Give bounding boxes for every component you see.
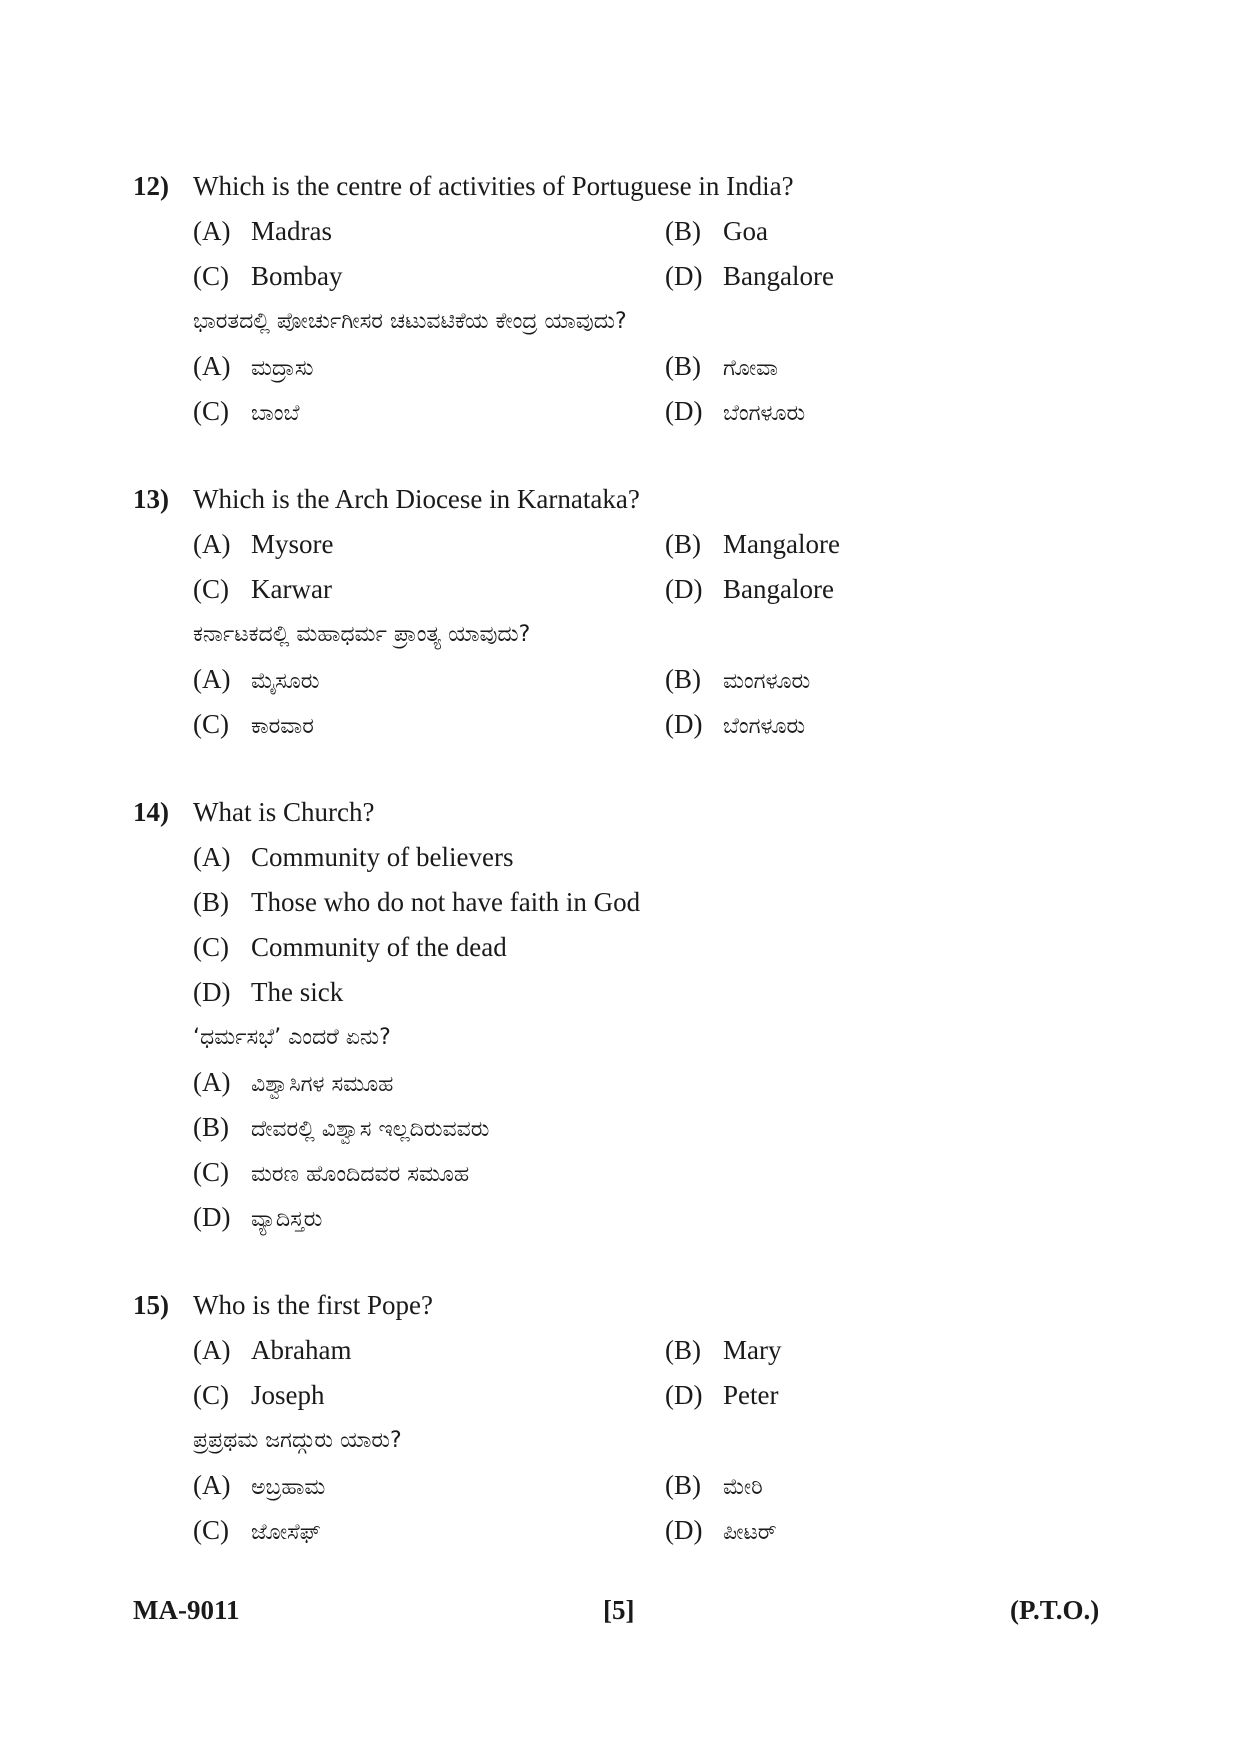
option-d-kannada: (D) ಪೀಟರ್ — [665, 1515, 777, 1545]
question-13 — [133, 477, 1133, 747]
question-number: 14) — [133, 797, 169, 827]
option-a-kannada: (A) ವಿಶ್ವಾಸಿಗಳ ಸಮೂಹ — [193, 1067, 394, 1097]
question-text-kannada: ಪ್ರಪ್ರಥಮ ಜಗದ್ಗುರು ಯಾರು? — [193, 1428, 402, 1453]
option-c: (C) Karwar — [193, 574, 332, 604]
question-number: 12) — [133, 171, 169, 201]
option-d: (D) The sick — [193, 977, 344, 1007]
option-a-kannada: (A) ಮದ್ರಾಸು — [193, 351, 314, 381]
option-a: (A) Community of believers — [193, 842, 514, 872]
option-d: (D) Bangalore — [665, 261, 834, 291]
option-b: (B) Those who do not have faith in God — [193, 887, 641, 917]
question-text: Which is the centre of activities of Portuguese in India? — [193, 171, 794, 201]
option-b: (B) Mangalore — [665, 529, 840, 559]
page-footer — [0, 1590, 1241, 1630]
question-text: Which is the Arch Diocese in Karnataka? — [193, 484, 640, 514]
option-c-kannada: (C) ಮರಣ ಹೊಂದಿದವರ ಸಮೂಹ — [193, 1157, 470, 1187]
question-text-kannada: ಕರ್ನಾಟಕದಲ್ಲಿ ಮಹಾಧರ್ಮ ಪ್ರಾಂತ್ಯ ಯಾವುದು? — [193, 622, 531, 647]
question-text-kannada: ‘ಧರ್ಮಸಭೆ’ ಎಂದರೆ ಏನು? — [193, 1025, 391, 1050]
option-c-kannada: (C) ಕಾರವಾರ — [193, 709, 314, 739]
paper-code: MA-9011 — [133, 1595, 240, 1625]
option-b: (B) Mary — [665, 1335, 782, 1365]
option-b-kannada: (B) ಗೋವಾ — [665, 351, 779, 381]
option-b: (B) Goa — [665, 216, 768, 246]
option-b-kannada: (B) ದೇವರಲ್ಲಿ ವಿಶ್ವಾಸ ಇಲ್ಲದಿರುವವರು — [193, 1112, 490, 1142]
option-c-kannada: (C) ಬಾಂಬೆ — [193, 396, 300, 426]
option-d-kannada: (D) ಬೆಂಗಳೂರು — [665, 709, 806, 739]
question-15 — [133, 1283, 1133, 1553]
option-d-kannada: (D) ವ್ಯಾದಿಸ್ತರು — [193, 1202, 323, 1232]
option-d: (D) Peter — [665, 1380, 779, 1410]
option-a-kannada: (A) ಅಬ್ರಹಾಮ — [193, 1470, 326, 1500]
question-number: 13) — [133, 484, 169, 514]
question-text: Who is the first Pope? — [193, 1290, 433, 1320]
question-text-kannada: ಭಾರತದಲ್ಲಿ ಪೋರ್ಚುಗೀಸರ ಚಟುವಟಿಕೆಯ ಕೇಂದ್ರ ಯಾವುದು? — [193, 309, 627, 334]
option-d-kannada: (D) ಬೆಂಗಳೂರು — [665, 396, 806, 426]
option-b-kannada: (B) ಮೇರಿ — [665, 1470, 763, 1500]
option-b-kannada: (B) ಮಂಗಳೂರು — [665, 664, 811, 694]
option-c: (C) Joseph — [193, 1380, 325, 1410]
option-a-kannada: (A) ಮೈಸೂರು — [193, 664, 320, 694]
option-d: (D) Bangalore — [665, 574, 834, 604]
option-a: (A) Madras — [193, 216, 332, 246]
option-c-kannada: (C) ಜೋಸೆಫ್ — [193, 1515, 321, 1545]
question-14 — [133, 790, 1133, 1240]
option-c: (C) Bombay — [193, 261, 343, 291]
pto-label: (P.T.O.) — [1010, 1595, 1100, 1625]
question-12 — [133, 164, 1133, 434]
page-number: [5] — [603, 1595, 635, 1625]
option-a: (A) Mysore — [193, 529, 334, 559]
question-number: 15) — [133, 1290, 169, 1320]
option-c: (C) Community of the dead — [193, 932, 507, 962]
question-text: What is Church? — [193, 797, 375, 827]
option-a: (A) Abraham — [193, 1335, 352, 1365]
